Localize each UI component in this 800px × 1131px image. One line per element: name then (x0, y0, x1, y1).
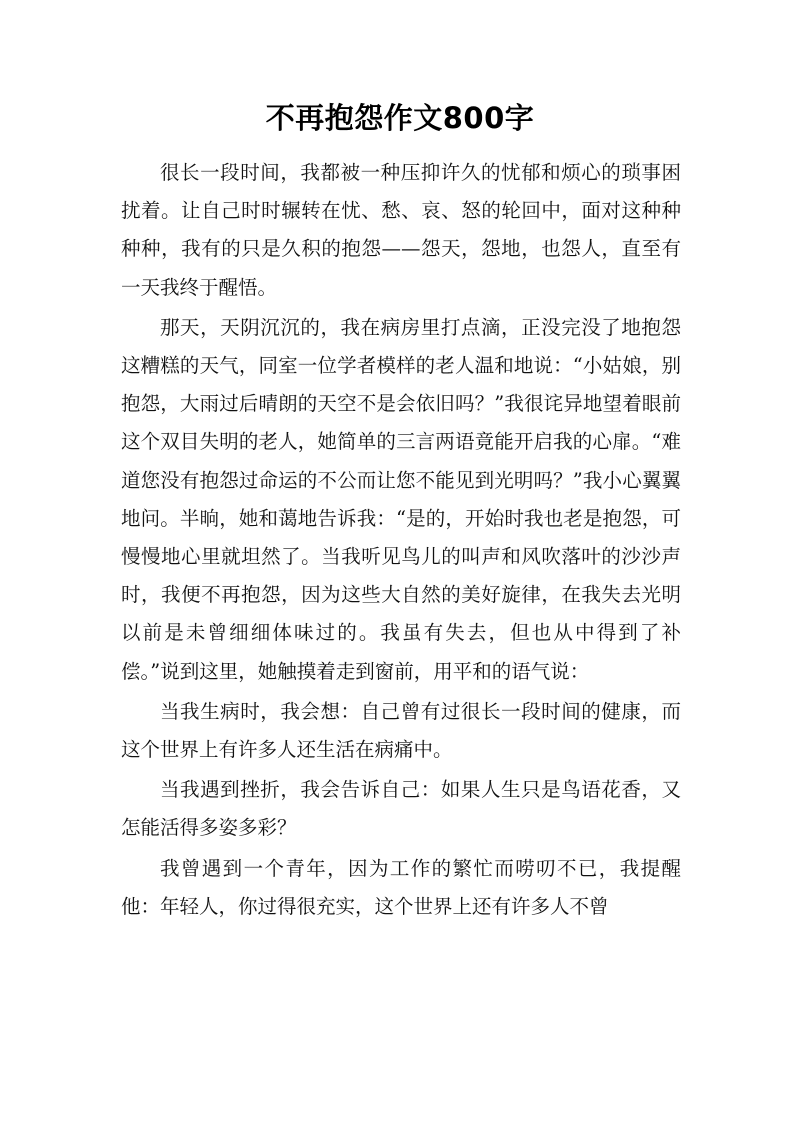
document-title: 不再抱怨作文800字 (265, 101, 535, 135)
paragraph-1: 很长一段时间，我都被一种压抑许久的忧郁和烦心的琐事困扰着。让自己时时辗转在忧、愁、哀、怒的轮回中，面对这种种种种，我有的只是久积的抱怨——怨天，怨地，也怨人，直至有一天我终于醒悟。 (121, 161, 681, 299)
paragraph-5: 我曾遇到一个青年，因为工作的繁忙而唠叨不已，我提醒他：年轻人，你过得很充实，这个世界上还有许多人不曾 (121, 856, 681, 918)
document-body (121, 154, 681, 928)
paragraph-4: 当我遇到挫折，我会告诉自己：如果人生只是鸟语花香，又怎能活得多姿多彩？ (121, 778, 681, 840)
paragraph-2: 那天，天阴沉沉的，我在病房里打点滴，正没完没了地抱怨这糟糕的天气，同室一位学者模样的老人温和地说：“小姑娘，别抱怨，大雨过后晴朗的天空不是会依旧吗？”我很诧异地望着眼前这个双目失明的老人，她简单的三言两语竟能开启我的心扉。“难道您没有抱怨过命运的不公而让您不能见到光明吗？”我小心翼翼地问。半晌，她和蔼地告诉我：“是的，开始时我也老是抱怨，可慢慢地心里就坦然了。当我听见鸟儿的叫声和风吹落叶的沙沙声时，我便不再抱怨，因为这些大自然的美好旋律，在我失去光明以前是未曾细细体味过的。我虽有失去，但也从中得到了补偿。”说到这里，她触摸着走到窗前，用平和的语气说： (121, 315, 681, 683)
paragraph-3: 当我生病时，我会想：自己曾有过很长一段时间的健康，而这个世界上有许多人还生活在病痛中。 (121, 699, 681, 762)
